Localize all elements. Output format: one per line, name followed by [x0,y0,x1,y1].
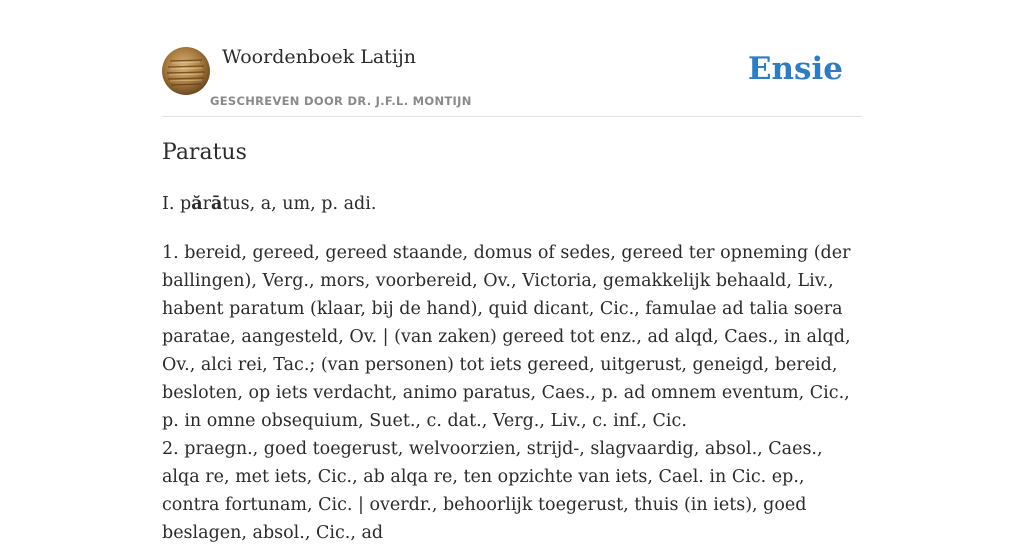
entry-definition [162,239,862,547]
entry-title: Paratus [162,140,247,165]
headword-short-vowel: ă [191,194,203,214]
headword-prefix: I. p [162,194,192,214]
latin-inscription-coin-icon[interactable] [162,47,210,95]
headword-long-vowel: ā [210,194,223,214]
book-title[interactable]: Woordenboek Latijn [222,46,417,68]
sense-1: 1. bereid, gereed, gereed staande, domus of sedes, gereed ter opneming (der ballingen), Verg., mors, voorbereid, Ov., Victoria, gemakkelijk behaald, Liv., habent paratum (klaar, bij de hand), quid dicant, Cic., famulae ad talia soera paratae, aangesteld, Ov. | (van zaken) gereed tot enz., ad alqd, Caes., in alqd, Ov., alci rei, Tac.; (van personen) tot iets gereed, uitgerust, geneigd, bereid, besloten, op iets verdacht, animo paratus, Caes., p. ad omnem eventum, Cic., p. in omne obsequium, Suet., c. dat., Verg., Liv., c. inf., Cic. [162,243,851,431]
brand-logo[interactable]: Ensie [747,51,843,87]
site-header [162,0,862,117]
headword-middle: r [202,194,211,214]
page [162,0,862,543]
entry-headword [162,194,376,214]
headword-suffix: tus, a, um, p. adi. [222,194,377,214]
sense-2: 2. praegn., goed toegerust, welvoorzien, strijd-, slagvaardig, absol., Caes., alqa re, met iets, Cic., ab alqa re, ten opzichte van iets, Cael. in Cic. ep., contra fortunam, Cic. | overdr., behoorlijk toegerust, thuis (in iets), goed beslagen, absol., Cic., ad [162,439,823,543]
author-byline: GESCHREVEN DOOR DR. J.F.L. MONTIJN [210,94,472,108]
